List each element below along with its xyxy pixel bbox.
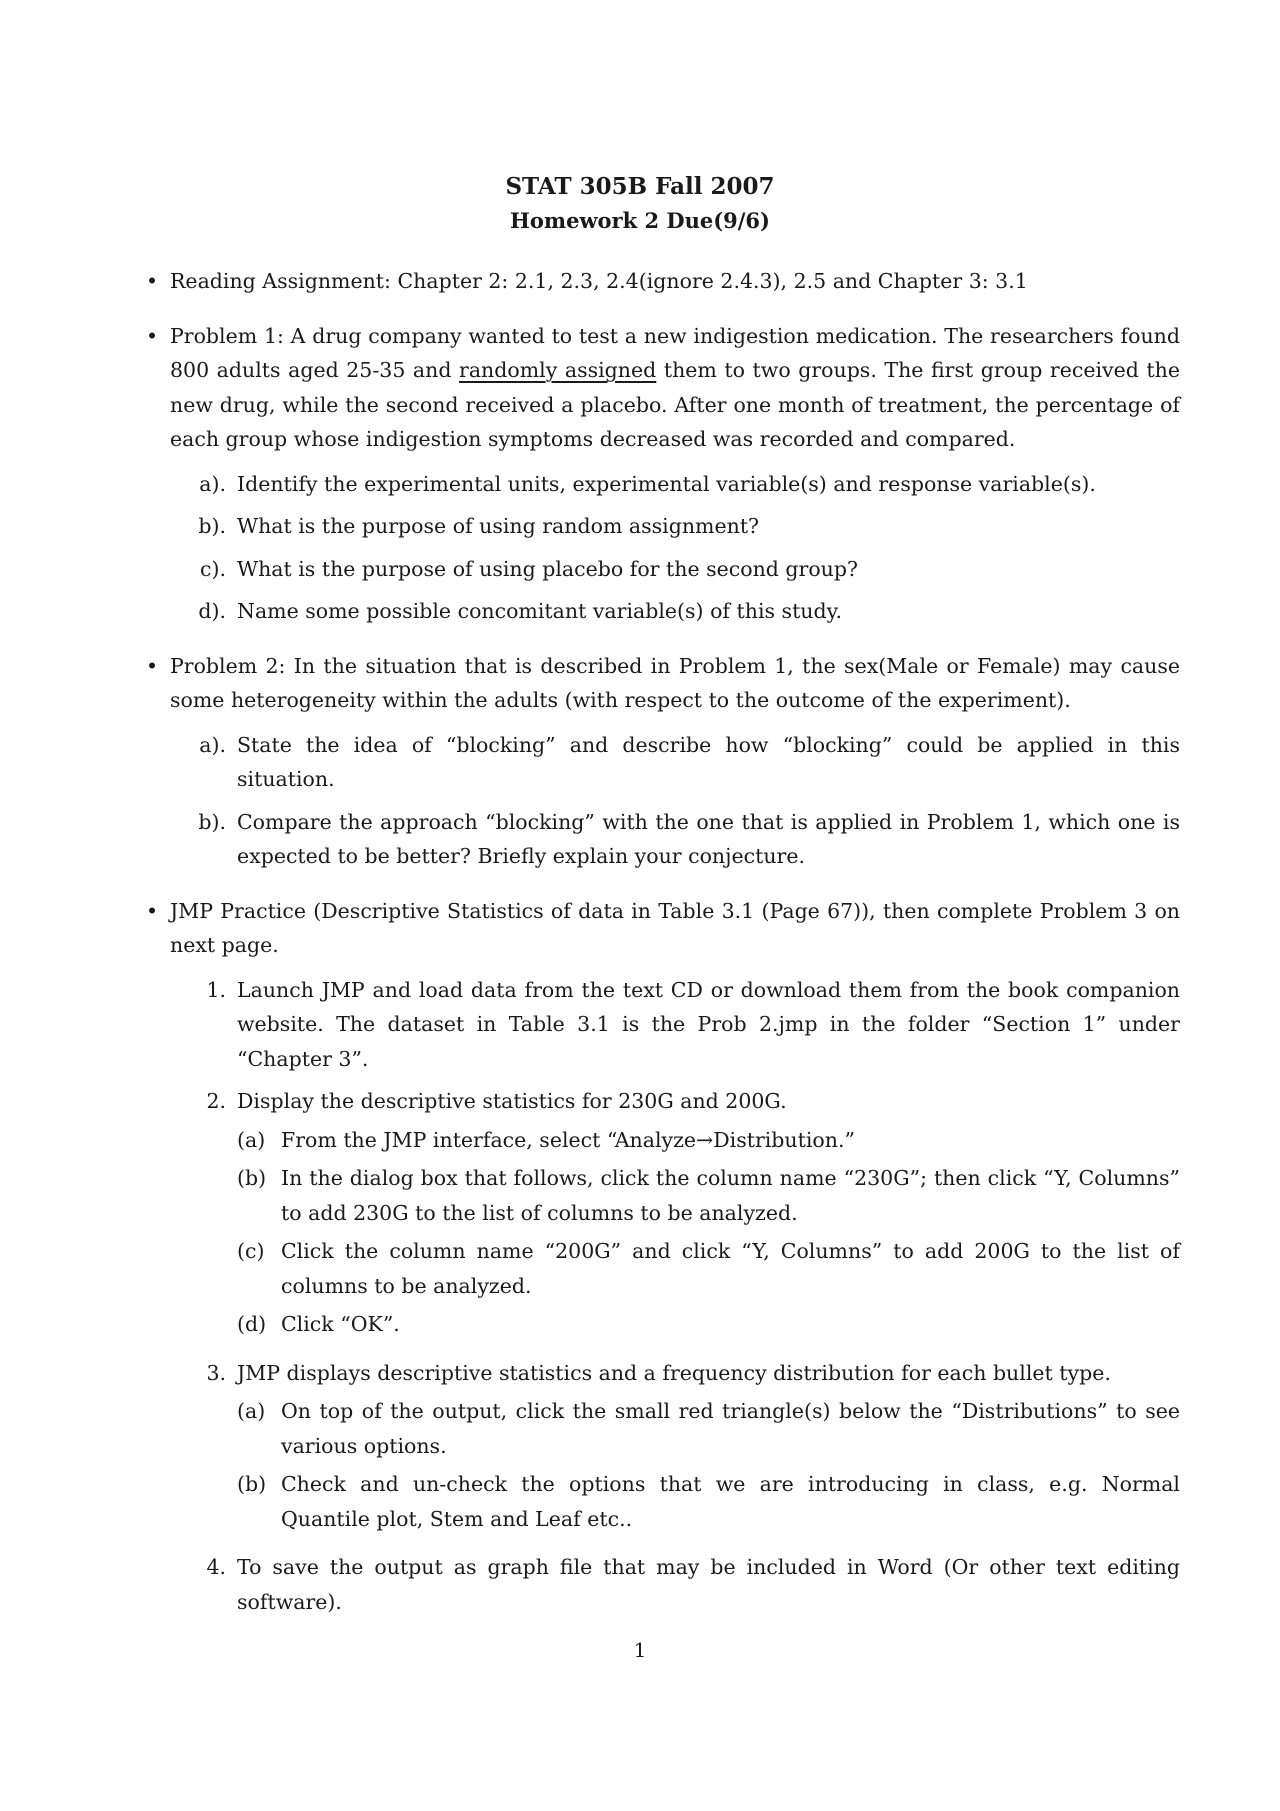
substep bbox=[237, 1234, 1180, 1303]
part-label: a). bbox=[199, 732, 226, 757]
substep-text: In the dialog box that follows, click the column name “230G”; then click “Y, Columns” to add 230G to the list of columns to be analyzed. bbox=[281, 1166, 1180, 1225]
substep-text: Click “OK”. bbox=[281, 1312, 400, 1336]
step-body bbox=[237, 1084, 1180, 1348]
jmp-step-3 bbox=[170, 1356, 1180, 1543]
step-2-substeps bbox=[237, 1123, 1180, 1342]
substep bbox=[237, 1394, 1180, 1463]
part-label: d). bbox=[198, 599, 226, 623]
reading-assignment: • Reading Assignment: Chapter 2: 2.1, 2.3, 2.4(ignore 2.4.3), 2.5 and Chapter 3: 3.1 bbox=[148, 264, 1180, 299]
part-text: Name some possible concomitant variable(s) of this study. bbox=[237, 599, 843, 623]
page-title: STAT 305B Fall 2007 bbox=[505, 173, 775, 200]
page-number: 1 bbox=[633, 1638, 647, 1662]
problem-1-parts bbox=[170, 467, 1180, 629]
problem-2-parts bbox=[170, 728, 1180, 874]
step-number: 4. bbox=[206, 1555, 226, 1579]
substep bbox=[237, 1307, 1180, 1342]
substep-label: (d) bbox=[237, 1312, 267, 1336]
step-body bbox=[237, 1356, 1180, 1543]
problem-2-part-b bbox=[170, 805, 1180, 874]
jmp-step-1 bbox=[170, 973, 1180, 1077]
step-text: To save the output as graph file that may be included in Word (Or other text editing software). bbox=[237, 1555, 1180, 1614]
problem-1-part-c bbox=[170, 552, 1180, 587]
problem-1-part-b bbox=[170, 509, 1180, 544]
problem-1-part-a bbox=[170, 467, 1180, 502]
part-label: c). bbox=[200, 556, 226, 581]
substep-text: Click the column name “200G” and click “Y, Columns” to add 200G to the list of columns to be analyzed. bbox=[281, 1239, 1180, 1298]
problem-1 bbox=[148, 319, 1180, 629]
document-header bbox=[0, 170, 1280, 238]
substep-label: (b) bbox=[237, 1166, 267, 1190]
step-text: Launch JMP and load data from the text CD or download them from the book companion website. The dataset in Table 3.1 is the Prob 2.jmp in the folder “Section 1” under “Chapter 3”. bbox=[237, 977, 1180, 1071]
problem-2 bbox=[148, 649, 1180, 874]
step-3-substeps bbox=[237, 1394, 1180, 1536]
part-label: b). bbox=[198, 514, 226, 538]
part-label: a). bbox=[199, 471, 226, 496]
substep-text: From the JMP interface, select “Analyze→Distribution.” bbox=[281, 1127, 855, 1152]
problem-1-intro-text: Problem 1: A drug company wanted to test a new indigestion medication. The researchers found 800 adults aged 25-35 and bbox=[170, 323, 1180, 382]
part-label: b). bbox=[198, 809, 226, 834]
jmp-steps bbox=[170, 973, 1180, 1620]
step-text: JMP displays descriptive statistics and a frequency distribution for each bullet type. bbox=[237, 1360, 1111, 1385]
part-text: What is the purpose of using placebo for the second group? bbox=[237, 556, 858, 581]
problem-1-intro bbox=[170, 319, 1180, 457]
substep-label: (c) bbox=[237, 1239, 265, 1263]
step-number: 2. bbox=[206, 1089, 226, 1113]
substep bbox=[237, 1123, 1180, 1158]
substep-text: Check and un-check the options that we are introducing in class, e.g. Normal Quantile plot, Stem and Leaf etc.. bbox=[281, 1472, 1180, 1531]
part-text: State the idea of “blocking” and describe how “blocking” could be applied in this situation. bbox=[237, 732, 1180, 791]
document-body bbox=[148, 264, 1180, 1639]
problem-2-intro: • Problem 2: In the situation that is described in Problem 1, the sex(Male or Female) may cause some heterogeneity within the adults (with respect to the outcome of the experiment). bbox=[170, 653, 1180, 712]
part-text: What is the purpose of using random assignment? bbox=[237, 514, 760, 538]
substep bbox=[237, 1161, 1180, 1230]
part-text: Identify the experimental units, experimental variable(s) and response variable(s). bbox=[237, 471, 1096, 496]
problem-1-part-d bbox=[170, 594, 1180, 629]
problem-1-underlined-text: randomly assigned bbox=[459, 358, 657, 382]
jmp-practice-intro: • JMP Practice (Descriptive Statistics of data in Table 3.1 (Page 67)), then complete Problem 3 on next page. bbox=[170, 898, 1180, 957]
step-number: 3. bbox=[206, 1360, 226, 1385]
part-text: Compare the approach “blocking” with the one that is applied in Problem 1, which one is expected to be better? Briefly explain your conjecture. bbox=[237, 809, 1180, 868]
substep bbox=[237, 1467, 1180, 1536]
substep-text: On top of the output, click the small red triangle(s) below the “Distributions” to see various options. bbox=[281, 1399, 1180, 1458]
problem-1-intro-text-end: them to two groups. The first group received the new drug, while the second received a placebo. After one month of treatment, the percentage of each group whose indigestion symptoms decreased was recorded and compared. bbox=[170, 358, 1180, 451]
jmp-practice bbox=[148, 894, 1180, 1620]
step-number: 1. bbox=[206, 977, 226, 1002]
problem-2-part-a bbox=[170, 728, 1180, 797]
substep-label: (a) bbox=[237, 1399, 266, 1423]
substep-label: (b) bbox=[237, 1472, 267, 1496]
jmp-step-2 bbox=[170, 1084, 1180, 1348]
step-text: Display the descriptive statistics for 230G and 200G. bbox=[237, 1089, 787, 1113]
page-subtitle: Homework 2 Due(9/6) bbox=[510, 208, 770, 233]
substep-label: (a) bbox=[237, 1127, 266, 1152]
jmp-step-4 bbox=[170, 1550, 1180, 1619]
